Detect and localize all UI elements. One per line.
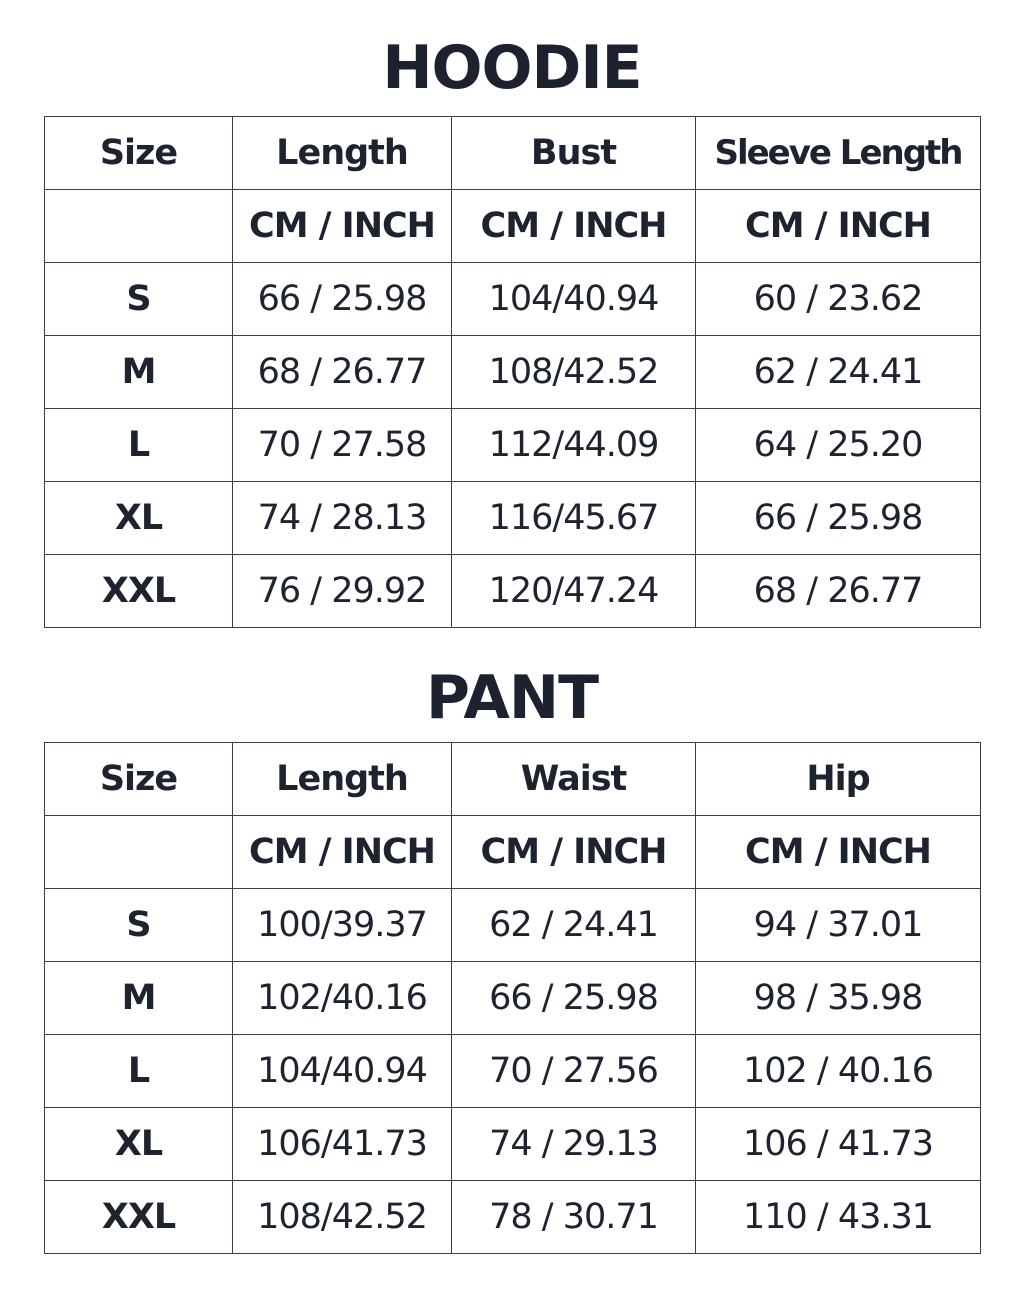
hoodie-title: HOODIE (382, 33, 642, 103)
table-row (45, 889, 981, 962)
length-value: 102/40.16 (233, 962, 452, 1035)
column-header-size: Size (45, 117, 233, 190)
size-label: M (45, 962, 233, 1035)
waist-value: 70 / 27.56 (452, 1035, 696, 1108)
unit-header-bust: CM / INCH (452, 190, 696, 263)
bust-value: 120/47.24 (452, 555, 696, 628)
size-label: XL (45, 1108, 233, 1181)
size-label: L (45, 1035, 233, 1108)
unit-header-waist: CM / INCH (452, 816, 696, 889)
sleeve-length-value: 60 / 23.62 (696, 263, 981, 336)
table-row (45, 409, 981, 482)
column-header-hip: Hip (696, 743, 981, 816)
length-value: 70 / 27.58 (233, 409, 452, 482)
unit-header-size (45, 816, 233, 889)
table-row (45, 336, 981, 409)
column-header-length: Length (233, 117, 452, 190)
column-header-length: Length (233, 743, 452, 816)
header-row (45, 117, 981, 190)
waist-value: 74 / 29.13 (452, 1108, 696, 1181)
column-header-bust: Bust (452, 117, 696, 190)
bust-value: 104/40.94 (452, 263, 696, 336)
table-row (45, 1035, 981, 1108)
column-header-sleeve-length: Sleeve Length (696, 117, 981, 190)
unit-header-length: CM / INCH (233, 816, 452, 889)
table-row (45, 263, 981, 336)
size-label: S (45, 889, 233, 962)
hip-value: 98 / 35.98 (696, 962, 981, 1035)
size-label: XXL (45, 555, 233, 628)
header-row (45, 743, 981, 816)
hip-value: 102 / 40.16 (696, 1035, 981, 1108)
sleeve-length-value: 68 / 26.77 (696, 555, 981, 628)
pant-title: PANT (425, 663, 599, 733)
table-row (45, 555, 981, 628)
column-header-size: Size (45, 743, 233, 816)
sleeve-length-value: 64 / 25.20 (696, 409, 981, 482)
size-label: XXL (45, 1181, 233, 1254)
hip-value: 106 / 41.73 (696, 1108, 981, 1181)
length-value: 108/42.52 (233, 1181, 452, 1254)
bust-value: 112/44.09 (452, 409, 696, 482)
unit-header-length: CM / INCH (233, 190, 452, 263)
unit-row (45, 190, 981, 263)
size-label: S (45, 263, 233, 336)
length-value: 76 / 29.92 (233, 555, 452, 628)
length-value: 66 / 25.98 (233, 263, 452, 336)
size-label: M (45, 336, 233, 409)
bust-value: 108/42.52 (452, 336, 696, 409)
sleeve-length-value: 62 / 24.41 (696, 336, 981, 409)
hip-value: 110 / 43.31 (696, 1181, 981, 1254)
table-row (45, 1108, 981, 1181)
length-value: 106/41.73 (233, 1108, 452, 1181)
waist-value: 78 / 30.71 (452, 1181, 696, 1254)
size-label: XL (45, 482, 233, 555)
bust-value: 116/45.67 (452, 482, 696, 555)
waist-value: 66 / 25.98 (452, 962, 696, 1035)
sleeve-length-value: 66 / 25.98 (696, 482, 981, 555)
length-value: 104/40.94 (233, 1035, 452, 1108)
column-header-waist: Waist (452, 743, 696, 816)
length-value: 100/39.37 (233, 889, 452, 962)
size-label: L (45, 409, 233, 482)
hip-value: 94 / 37.01 (696, 889, 981, 962)
hoodie-size-table (44, 116, 981, 628)
table-row (45, 1181, 981, 1254)
waist-value: 62 / 24.41 (452, 889, 696, 962)
length-value: 74 / 28.13 (233, 482, 452, 555)
length-value: 68 / 26.77 (233, 336, 452, 409)
table-row (45, 482, 981, 555)
unit-header-sleeve-length: CM / INCH (696, 190, 981, 263)
pant-size-table (44, 742, 981, 1254)
unit-header-hip: CM / INCH (696, 816, 981, 889)
unit-row (45, 816, 981, 889)
unit-header-size (45, 190, 233, 263)
table-row (45, 962, 981, 1035)
